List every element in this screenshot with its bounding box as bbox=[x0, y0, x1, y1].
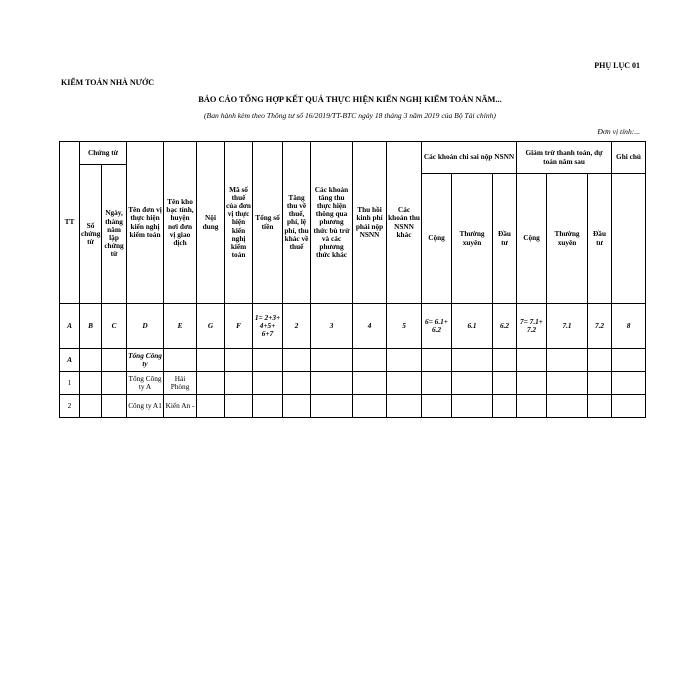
header-kho-bac: Tên kho bạc tỉnh, huyện nơi đơn vị giao dịch bbox=[164, 142, 197, 304]
empty-cell bbox=[452, 395, 493, 418]
row-don-vi: Tổng Công ty A bbox=[127, 372, 164, 395]
report-table bbox=[59, 141, 646, 418]
header-ghi-chu: Ghi chú bbox=[612, 142, 646, 174]
table-row bbox=[60, 395, 646, 418]
column-code: 2 bbox=[283, 304, 311, 349]
column-code: 1= 2+3+ 4+5+ 6+7 bbox=[253, 304, 283, 349]
row-tt: 2 bbox=[60, 395, 80, 418]
column-code: F bbox=[225, 304, 253, 349]
header-dau-tu-7: Đầu tư bbox=[588, 174, 612, 304]
empty-cell bbox=[493, 372, 517, 395]
column-code: B bbox=[80, 304, 102, 349]
header-cong-6: Cộng bbox=[422, 174, 452, 304]
empty-cell bbox=[311, 372, 353, 395]
empty-cell bbox=[547, 372, 588, 395]
header-thuong-xuyen-7: Thường xuyên bbox=[547, 174, 588, 304]
header-tong-so-tien: Tổng số tiền bbox=[253, 142, 283, 304]
empty-cell bbox=[353, 372, 387, 395]
column-code-row bbox=[60, 304, 646, 349]
empty-cell bbox=[422, 349, 452, 372]
row-kho-bac: Kiến An - bbox=[164, 395, 197, 418]
column-code: C bbox=[102, 304, 127, 349]
empty-cell bbox=[387, 395, 422, 418]
empty-cell bbox=[80, 395, 102, 418]
column-code: 5 bbox=[387, 304, 422, 349]
empty-cell bbox=[387, 349, 422, 372]
empty-cell bbox=[225, 372, 253, 395]
empty-cell bbox=[197, 349, 225, 372]
header-cong-7: Cộng bbox=[517, 174, 547, 304]
empty-cell bbox=[102, 349, 127, 372]
column-code: 6= 6.1+ 6.2 bbox=[422, 304, 452, 349]
empty-cell bbox=[197, 395, 225, 418]
header-chi-sai: Các khoản chi sai nộp NSNN bbox=[422, 142, 517, 174]
empty-cell bbox=[197, 372, 225, 395]
row-kho-bac bbox=[164, 349, 197, 372]
empty-cell bbox=[353, 395, 387, 418]
header-don-vi: Tên đơn vị thực hiện kiến nghị kiểm toán bbox=[127, 142, 164, 304]
column-code: 6.2 bbox=[493, 304, 517, 349]
empty-cell bbox=[283, 372, 311, 395]
header-thuong-xuyen-6: Thường xuyên bbox=[452, 174, 493, 304]
header-giam-tru: Giảm trừ thanh toán, dự toán năm sau bbox=[517, 142, 612, 174]
report-title: BÁO CÁO TỔNG HỢP KẾT QUẢ THỰC HIỆN KIẾN NGHỊ KIỂM TOÁN NĂM... bbox=[198, 95, 502, 104]
header-noi-dung: Nội dung bbox=[197, 142, 225, 304]
column-code: 7.2 bbox=[588, 304, 612, 349]
empty-cell bbox=[547, 349, 588, 372]
empty-cell bbox=[452, 349, 493, 372]
header-dau-tu-6: Đầu tư bbox=[493, 174, 517, 304]
empty-cell bbox=[253, 372, 283, 395]
empty-cell bbox=[547, 395, 588, 418]
empty-cell bbox=[353, 349, 387, 372]
column-code: A bbox=[60, 304, 80, 349]
column-code: D bbox=[127, 304, 164, 349]
row-tt: A bbox=[60, 349, 80, 372]
empty-cell bbox=[102, 395, 127, 418]
empty-cell bbox=[517, 395, 547, 418]
empty-cell bbox=[452, 372, 493, 395]
empty-cell bbox=[253, 395, 283, 418]
empty-cell bbox=[422, 395, 452, 418]
empty-cell bbox=[612, 395, 646, 418]
empty-cell bbox=[225, 349, 253, 372]
column-code: 6.1 bbox=[452, 304, 493, 349]
empty-cell bbox=[588, 349, 612, 372]
header-chung-tu: Chứng từ bbox=[80, 142, 127, 165]
header-so-chung-tu: Số chứng từ bbox=[80, 165, 102, 304]
appendix-label: PHỤ LỤC 01 bbox=[594, 61, 640, 70]
empty-cell bbox=[517, 372, 547, 395]
report-subtitle: (Ban hành kèm theo Thông tư số 16/2019/TT-BTC ngày 18 tháng 3 năm 2019 của Bộ Tài chính) bbox=[204, 111, 496, 120]
column-code: 7.1 bbox=[547, 304, 588, 349]
column-code: 8 bbox=[612, 304, 646, 349]
row-tt: 1 bbox=[60, 372, 80, 395]
empty-cell bbox=[253, 349, 283, 372]
header-ngay-chung-tu: Ngày, tháng năm lập chứng từ bbox=[102, 165, 127, 304]
empty-cell bbox=[80, 349, 102, 372]
empty-cell bbox=[102, 372, 127, 395]
empty-cell bbox=[80, 372, 102, 395]
header-ma-so-thue: Mã số thuế của đơn vị thực hiện kiến nghị kiểm toán bbox=[225, 142, 253, 304]
row-kho-bac: Hải Phòng bbox=[164, 372, 197, 395]
empty-cell bbox=[422, 372, 452, 395]
empty-cell bbox=[612, 349, 646, 372]
row-don-vi: Tổng Công ty bbox=[127, 349, 164, 372]
empty-cell bbox=[387, 372, 422, 395]
empty-cell bbox=[493, 349, 517, 372]
row-don-vi: Công ty A1 bbox=[127, 395, 164, 418]
column-code: 4 bbox=[353, 304, 387, 349]
empty-cell bbox=[493, 395, 517, 418]
empty-cell bbox=[283, 349, 311, 372]
empty-cell bbox=[588, 395, 612, 418]
empty-cell bbox=[283, 395, 311, 418]
column-code: G bbox=[197, 304, 225, 349]
header-thu-hoi: Thu hồi kinh phí phải nộp NSNN bbox=[353, 142, 387, 304]
table-row bbox=[60, 372, 646, 395]
table-row bbox=[60, 349, 646, 372]
empty-cell bbox=[225, 395, 253, 418]
header-khoan-thu-khac: Các khoản thu NSNN khác bbox=[387, 142, 422, 304]
empty-cell bbox=[612, 372, 646, 395]
header-tt: TT bbox=[60, 142, 80, 304]
header-khoan-tang-thu: Các khoản tăng thu thực hiện thông qua phương thức bù trừ và các phương thức khác bbox=[311, 142, 353, 304]
empty-cell bbox=[311, 349, 353, 372]
header-tang-thu: Tăng thu về thuế, phí, lệ phí, thu khác về thuế bbox=[283, 142, 311, 304]
column-code: 3 bbox=[311, 304, 353, 349]
header-ghi-chu-blank bbox=[612, 174, 646, 304]
empty-cell bbox=[588, 372, 612, 395]
empty-cell bbox=[311, 395, 353, 418]
column-code: 7= 7.1+ 7.2 bbox=[517, 304, 547, 349]
empty-cell bbox=[517, 349, 547, 372]
column-code: E bbox=[164, 304, 197, 349]
agency-name: KIỂM TOÁN NHÀ NƯỚC bbox=[61, 78, 154, 87]
unit-label: Đơn vị tính:... bbox=[597, 127, 640, 136]
